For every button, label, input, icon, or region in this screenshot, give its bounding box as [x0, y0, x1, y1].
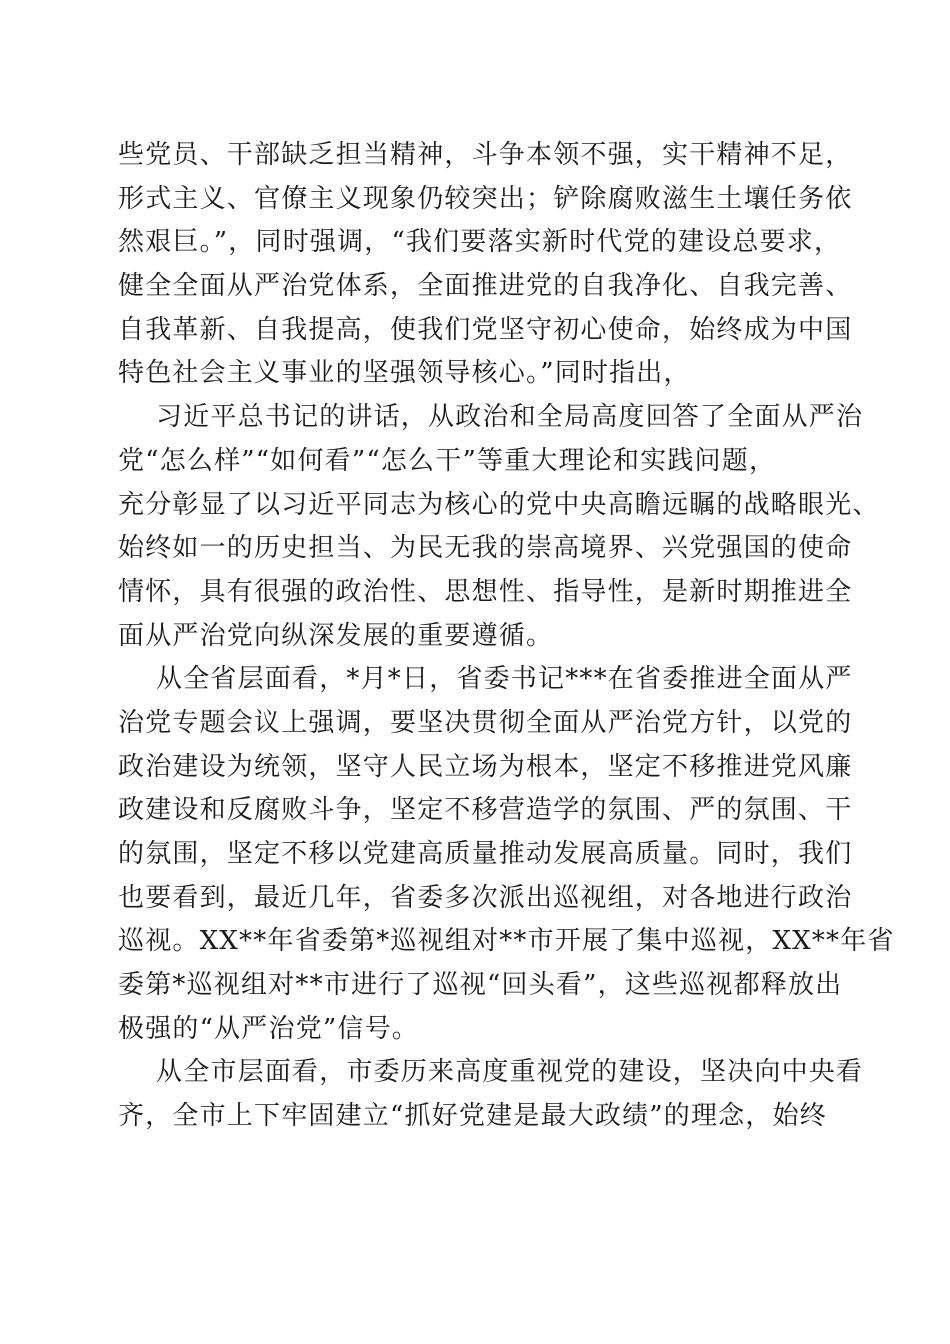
- text-line: 然艰巨。”，同时强调，“我们要落实新时代党的建设总要求，: [118, 227, 842, 258]
- text-line: 始终如一的历史担当、为民无我的崇高境界、兴党强国的使命: [118, 533, 853, 564]
- text-line: 健全全面从严治党体系，全面推进党的自我净化、自我完善、: [118, 271, 853, 302]
- text-line: 也要看到，最近几年，省委多次派出巡视组，对各地进行政治: [118, 882, 853, 913]
- text-line: 情怀，具有很强的政治性、思想性、指导性，是新时期推进全: [118, 576, 853, 607]
- text-line: 齐，全市上下牢固建立“抓好党建是最大政绩”的理念，始终: [118, 1101, 827, 1132]
- text-line: 巡视。XX**年省委第*巡视组对**市开展了集中巡视，XX**年省: [118, 926, 895, 957]
- text-line: 形式主义、官僚主义现象仍较突出；铲除腐败滋生土壤任务依: [118, 183, 853, 214]
- text-line: 政治建设为统领，坚守人民立场为根本，坚定不移推进党风廉: [118, 751, 853, 782]
- paragraph: [118, 1051, 864, 1138]
- text-line: 面从严治党向纵深发展的重要遵循。: [118, 620, 554, 651]
- text-line: 极强的“从严治党”信号。: [118, 1013, 419, 1044]
- text-line: 委第*巡视组对**市进行了巡视“回头看”，这些巡视都释放出: [118, 970, 843, 1001]
- text-line: 习近平总书记的讲话，从政治和全局高度回答了全面从严治: [156, 402, 864, 433]
- text-line: 自我革新、自我提高，使我们党坚守初心使命，始终成为中国: [118, 314, 853, 345]
- text-line: 从全省层面看，*月*日，省委书记***在省委推进全面从严: [156, 664, 853, 695]
- text-line: 从全市层面看，市委历来高度重视党的建设，坚决向中央看: [156, 1057, 864, 1088]
- text-line: 些党员、干部缺乏担当精神，斗争本领不强，实干精神不足，: [118, 140, 853, 170]
- text-line: 党“怎么样”“如何看”“怎么干”等重大理论和实践问题，: [118, 445, 777, 476]
- paragraph: [118, 134, 853, 396]
- text-line: 治党专题会议上强调，要坚决贯彻全面从严治党方针，以党的: [118, 707, 853, 738]
- text-line: 特色社会主义事业的坚强领导核心。”同时指出，: [118, 358, 691, 389]
- document-body: [118, 134, 895, 1139]
- paragraph: [118, 658, 895, 1051]
- text-line: 政建设和反腐败斗争，坚定不移营造学的氛围、严的氛围、干: [118, 795, 853, 826]
- text-line: 充分彰显了以习近平同志为核心的党中央高瞻远瞩的战略眼光、: [118, 489, 880, 520]
- text-line: 的氛围，坚定不移以党建高质量推动发展高质量。同时，我们: [118, 839, 853, 869]
- paragraph: [118, 396, 880, 658]
